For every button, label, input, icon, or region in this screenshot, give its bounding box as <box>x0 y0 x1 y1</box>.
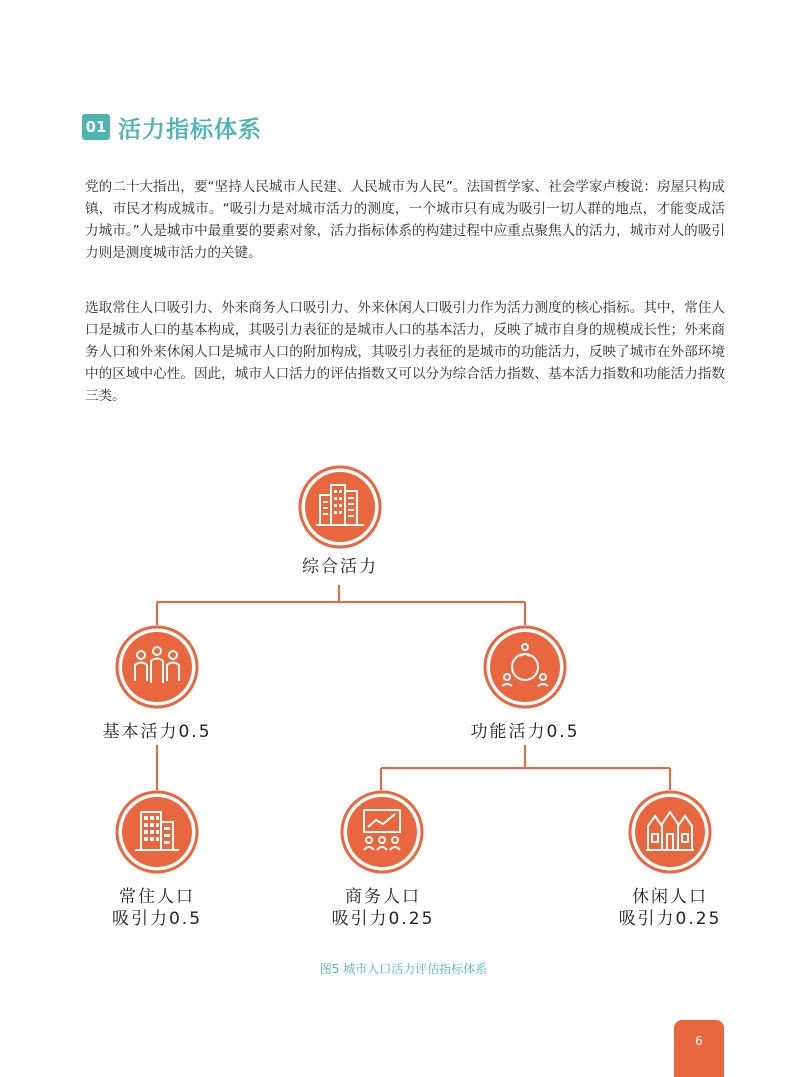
node-functional-vitality <box>445 721 605 743</box>
paragraph-indicators: 选取常住人口吸引力、外来商务人口吸引力、外来休闲人口吸引力作为活力测度的核心指标。其中，常住人口是城市人口的基本构成，其吸引力表征的是城市人口的基本活力，反映了城市自身的规模成长性；外来商务人口和外来休闲人口是城市人口的附加构成，其吸引力表征的是城市的功能活力，反映了城市在外部环境中的区域中心性。因此，城市人口活力的评估指数又可以分为综合活力指数、基本活力指数和功能活力指数三类。 <box>85 300 725 404</box>
section-title: 活力指标体系 <box>118 116 262 143</box>
figure-caption: 图5 城市人口活力评估指标体系 <box>319 962 488 976</box>
node-business-line1: 商务人口 <box>345 887 421 907</box>
node-leisure-line1: 休闲人口 <box>632 887 708 907</box>
node-basic-label: 基本活力0.5 <box>102 722 212 742</box>
apartment-building-icon <box>115 790 199 878</box>
node-functional-label: 功能活力0.5 <box>470 722 580 742</box>
node-comprehensive-vitality <box>276 556 404 578</box>
node-business-line2: 吸引力0.25 <box>331 909 435 929</box>
node-comprehensive-label: 综合活力 <box>302 557 378 577</box>
presentation-icon <box>340 790 424 878</box>
node-basic-vitality <box>77 721 237 743</box>
section-heading <box>82 112 262 142</box>
node-leisure-population <box>590 886 750 930</box>
crowd-icon <box>115 625 199 713</box>
houses-icon <box>628 790 712 878</box>
people-cycle-icon <box>483 625 567 713</box>
node-business-population <box>303 886 463 930</box>
paragraph-intro: 党的二十大指出，要“坚持人民城市人民建、人民城市为人民”。法国哲学家、社会学家卢梭说：房屋只构成镇，市民才构成城市。“吸引力是对城市活力的测度，一个城市只有成为吸引一切人群的地点，才能变成活力城市。”人是城市中最重要的要素对象，活力指标体系的构建过程中应重点聚焦人的活力，城市对人的吸引力则是测度城市活力的关键。 <box>85 179 725 261</box>
city-buildings-icon <box>298 465 382 553</box>
node-leisure-line2: 吸引力0.25 <box>618 909 722 929</box>
node-resident-line2: 吸引力0.5 <box>111 909 203 929</box>
page-number: 6 <box>674 1020 724 1077</box>
node-resident-line1: 常住人口 <box>119 887 195 907</box>
node-resident-population <box>77 886 237 930</box>
section-number-badge: 01 <box>82 114 110 140</box>
